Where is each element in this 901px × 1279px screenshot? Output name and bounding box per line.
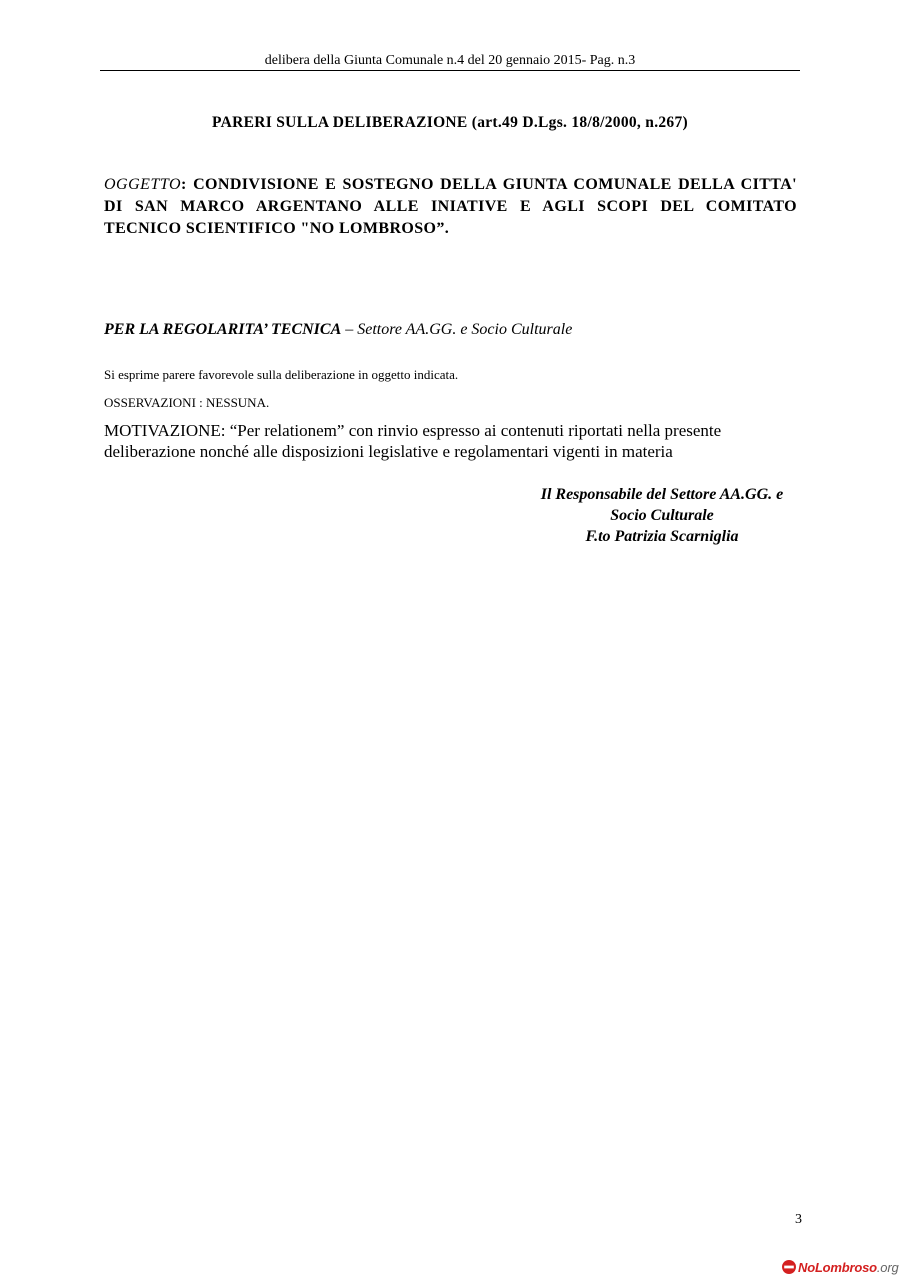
- regolarita-heading: [104, 320, 797, 340]
- oggetto-text: : CONDIVISIONE E SOSTEGNO DELLA GIUNTA COMUNALE DELLA CITTA' DI SAN MARCO ARGENTANO ALLE INIATIVE E AGLI SCOPI DEL COMITATO TECNICO SCIENTIFICO "NO LOMBROSO”.: [104, 176, 797, 237]
- page-number: 3: [795, 1212, 802, 1227]
- pareri-title: PARERI SULLA DELIBERAZIONE (art.49 D.Lgs. 18/8/2000, n.267): [211, 114, 688, 131]
- osservazioni-line: OSSERVAZIONI : NESSUNA.: [104, 395, 270, 410]
- signature-line-2: Socio Culturale: [610, 507, 714, 524]
- watermark-org: .org: [876, 1259, 899, 1275]
- watermark-no: No: [798, 1259, 815, 1275]
- parere-favorevole: Si esprime parere favorevole sulla deliberazione in oggetto indicata.: [104, 367, 459, 382]
- page-header: delibera della Giunta Comunale n.4 del 20 gennaio 2015- Pag. n.3: [264, 53, 636, 68]
- regolarita-settore: – Settore AA.GG. e Socio Culturale: [341, 321, 573, 338]
- regolarita-title: PER LA REGOLARITA’ TECNICA: [104, 321, 342, 338]
- header-divider: [100, 70, 800, 71]
- no-entry-icon: [781, 1259, 797, 1275]
- oggetto-label: OGGETTO: [104, 176, 181, 193]
- signature-block: [472, 484, 852, 547]
- watermark-lombroso: Lombroso: [814, 1259, 877, 1275]
- motivazione-paragraph: MOTIVAZIONE: “Per relationem” con rinvio espresso ai contenuti riportati nella presente deliberazione nonché alle disposizioni legislative e regolamentari vigenti in materia: [104, 421, 722, 461]
- watermark-logo: [781, 1257, 899, 1277]
- oggetto-paragraph: [104, 174, 797, 240]
- signature-line-3: F.to Patrizia Scarniglia: [585, 528, 739, 545]
- signature-line-1: Il Responsabile del Settore AA.GG. e: [540, 486, 784, 503]
